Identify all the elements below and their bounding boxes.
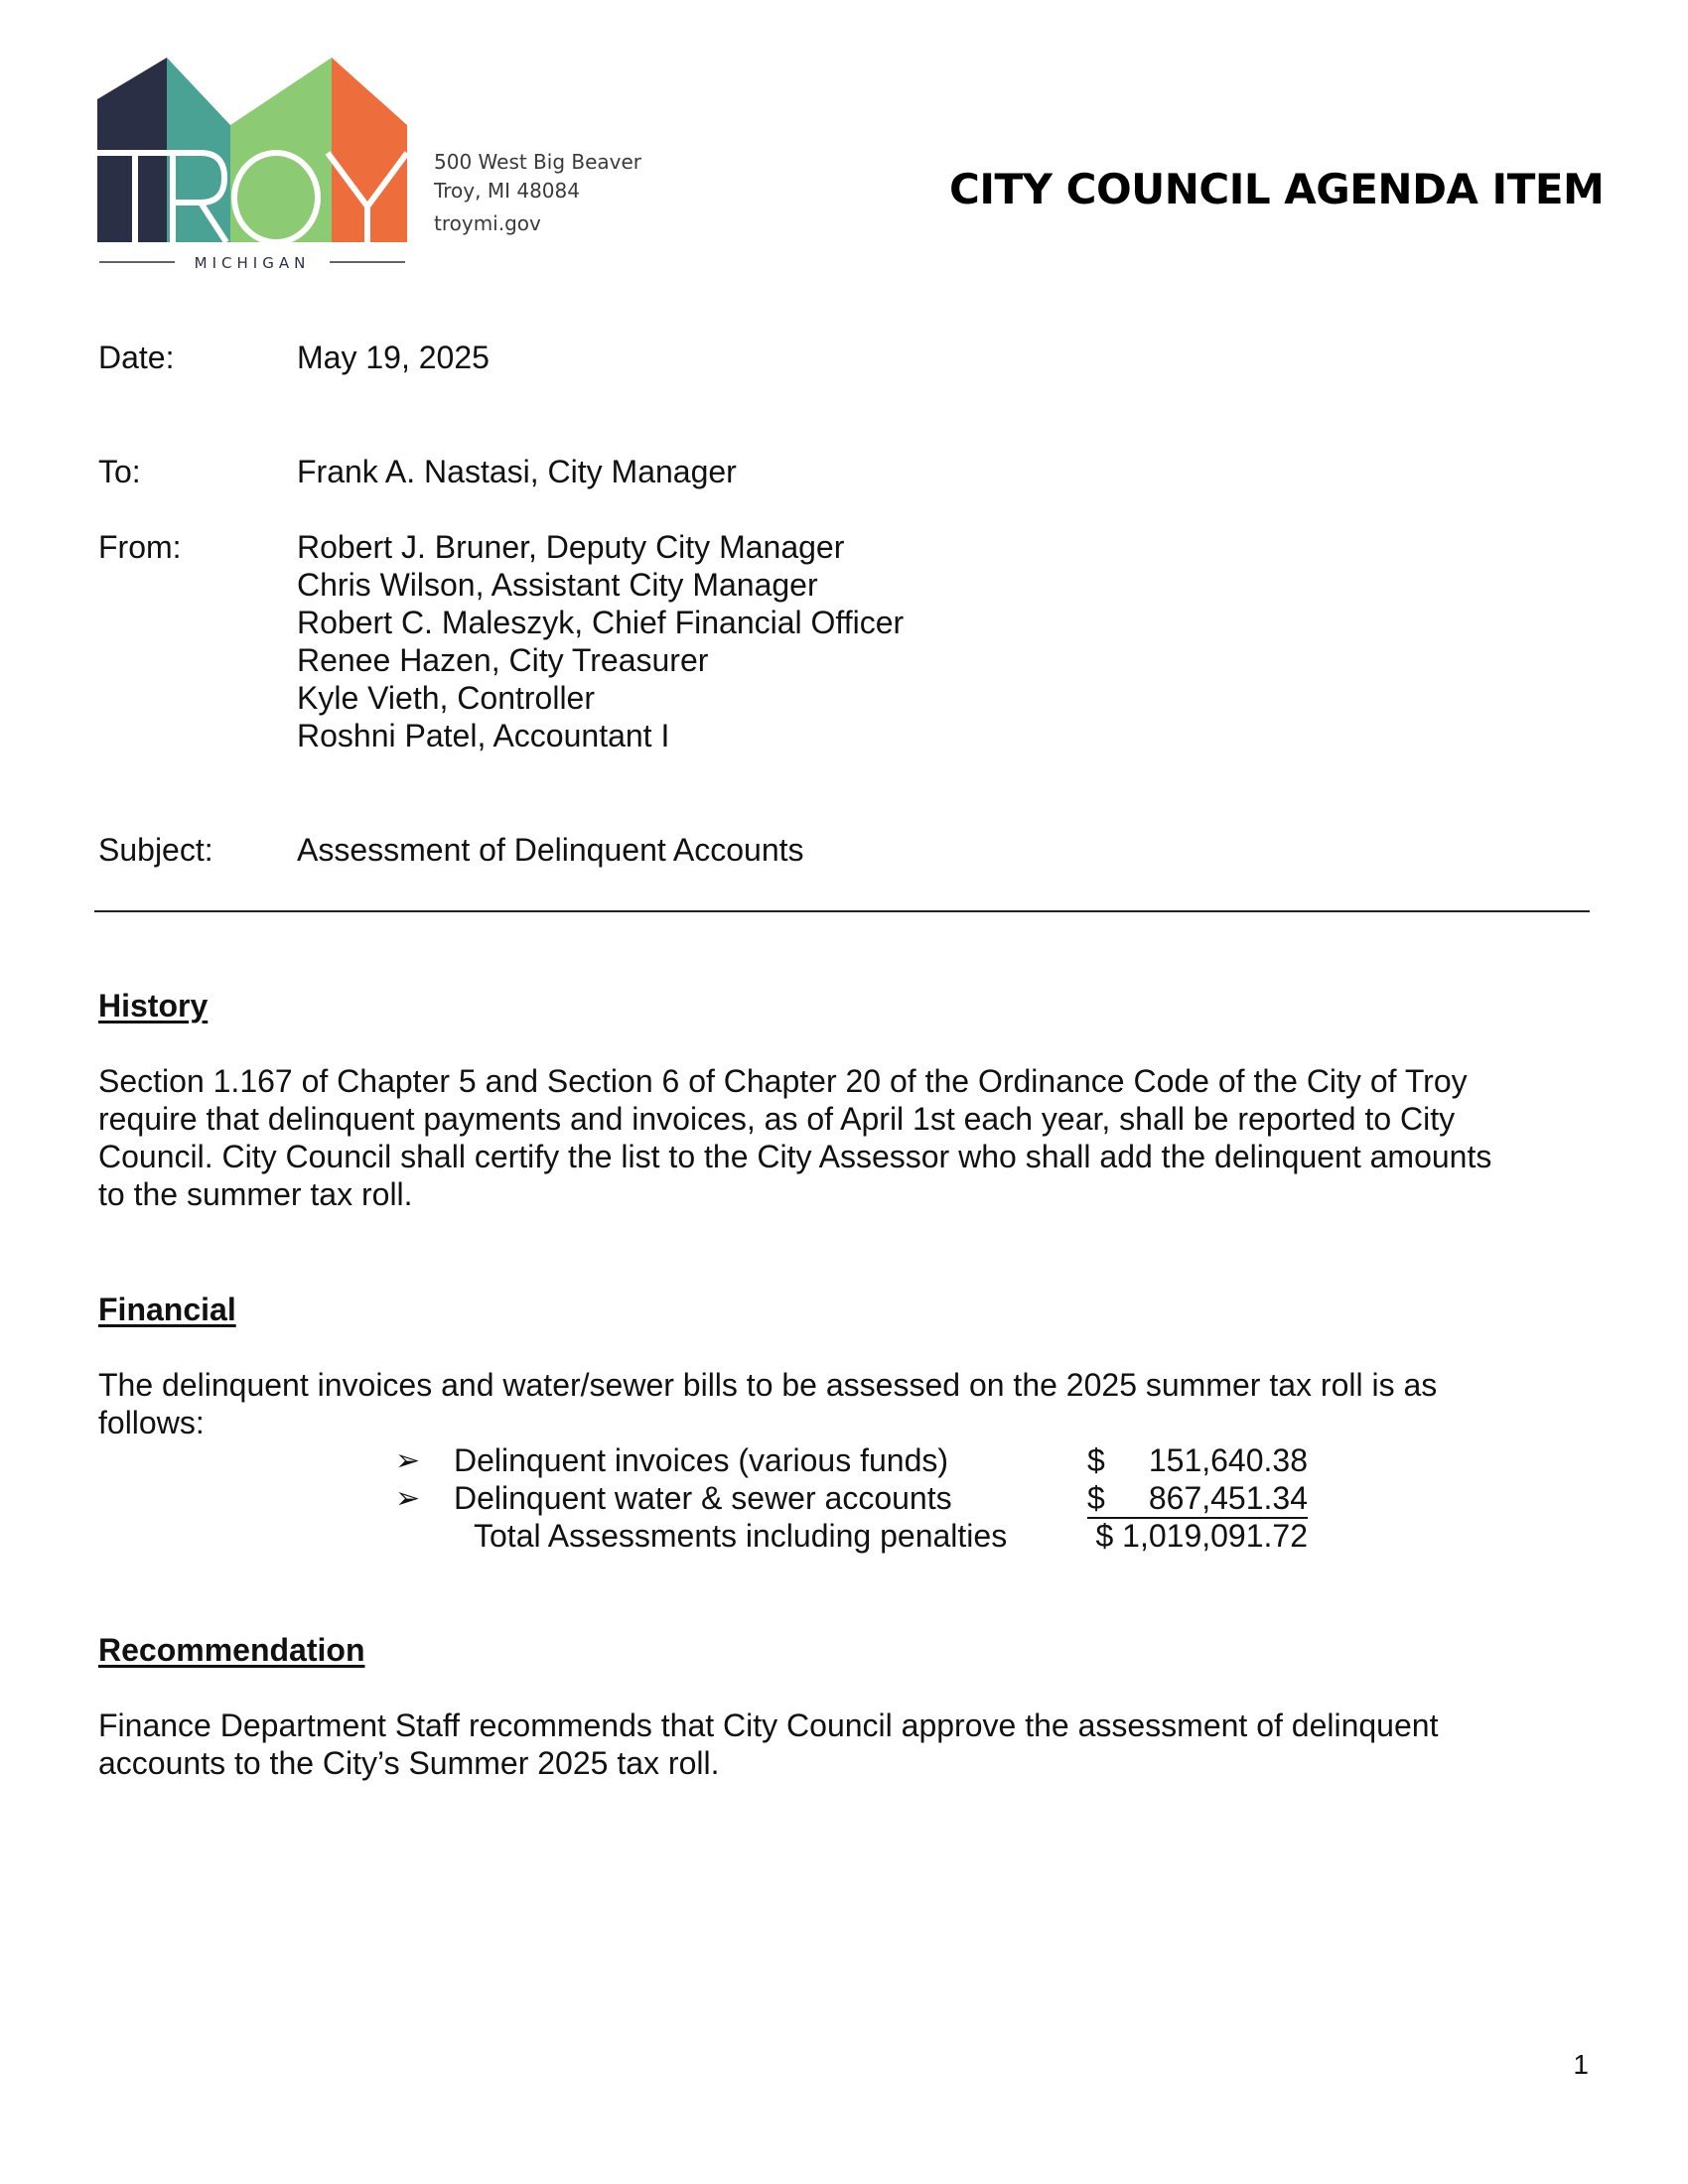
to-label: To: xyxy=(98,454,141,489)
from-line: Chris Wilson, Assistant City Manager xyxy=(297,567,818,603)
amount-value: $ 1,019,091.72 xyxy=(1095,1518,1308,1554)
subject-value: Assessment of Delinquent Accounts xyxy=(297,832,804,868)
troy-logo xyxy=(97,58,407,274)
from-line: Robert C. Maleszyk, Chief Financial Officer xyxy=(297,605,905,640)
page-number: 1 xyxy=(1573,2049,1589,2080)
financial-item-label: Delinquent water & sewer accounts xyxy=(454,1480,952,1516)
date-label: Date: xyxy=(98,340,175,375)
financial-intro-line: The delinquent invoices and water/sewer bills to be assessed on the 2025 summer tax roll is as xyxy=(98,1367,1438,1403)
arrow-bullet-icon: ➢ xyxy=(395,1482,421,1515)
to-value: Frank A. Nastasi, City Manager xyxy=(297,454,737,489)
currency-symbol: $ xyxy=(1087,1480,1105,1516)
from-line: Renee Hazen, City Treasurer xyxy=(297,642,709,678)
document-title: CITY COUNCIL AGENDA ITEM xyxy=(949,165,1605,213)
from-line: Roshni Patel, Accountant I xyxy=(297,718,670,753)
history-paragraph-line: Section 1.167 of Chapter 5 and Section 6 of Chapter 20 of the Ordinance Code of the City of Troy xyxy=(98,1063,1468,1099)
from-line: Robert J. Bruner, Deputy City Manager xyxy=(297,529,845,565)
financial-item-amount xyxy=(1087,1482,1308,1519)
history-paragraph-line: to the summer tax roll. xyxy=(98,1176,413,1212)
currency-symbol: $ xyxy=(1087,1442,1105,1478)
address-line-2: Troy, MI 48084 xyxy=(434,179,580,203)
recommendation-paragraph-line: accounts to the City’s Summer 2025 tax roll. xyxy=(98,1745,720,1781)
financial-heading: Financial xyxy=(98,1292,236,1327)
from-line: Kyle Vieth, Controller xyxy=(297,680,595,716)
arrow-bullet-icon: ➢ xyxy=(395,1444,421,1477)
history-paragraph-line: Council. City Council shall certify the list to the City Assessor who shall add the delinquent amounts xyxy=(98,1139,1492,1174)
header-divider xyxy=(94,910,1590,912)
recommendation-heading: Recommendation xyxy=(98,1632,365,1668)
website-link[interactable]: troymi.gov xyxy=(434,211,541,235)
subject-label: Subject: xyxy=(98,832,213,868)
financial-item-label: Delinquent invoices (various funds) xyxy=(454,1442,949,1478)
address-line-1: 500 West Big Beaver xyxy=(434,150,642,174)
amount-value: 151,640.38 xyxy=(1148,1442,1308,1478)
financial-total-label: Total Assessments including penalties xyxy=(474,1518,1008,1554)
history-heading: History xyxy=(98,988,209,1024)
logo-michigan-text: MICHIGAN xyxy=(194,254,311,272)
date-value: May 19, 2025 xyxy=(297,340,490,375)
from-label: From: xyxy=(98,529,182,565)
amount-value: 867,451.34 xyxy=(1148,1480,1308,1516)
recommendation-paragraph-line: Finance Department Staff recommends that City Council approve the assessment of delinquent xyxy=(98,1707,1439,1743)
history-paragraph-line: require that delinquent payments and invoices, as of April 1st each year, shall be reported to City xyxy=(98,1101,1456,1137)
financial-intro-line: follows: xyxy=(98,1405,205,1440)
